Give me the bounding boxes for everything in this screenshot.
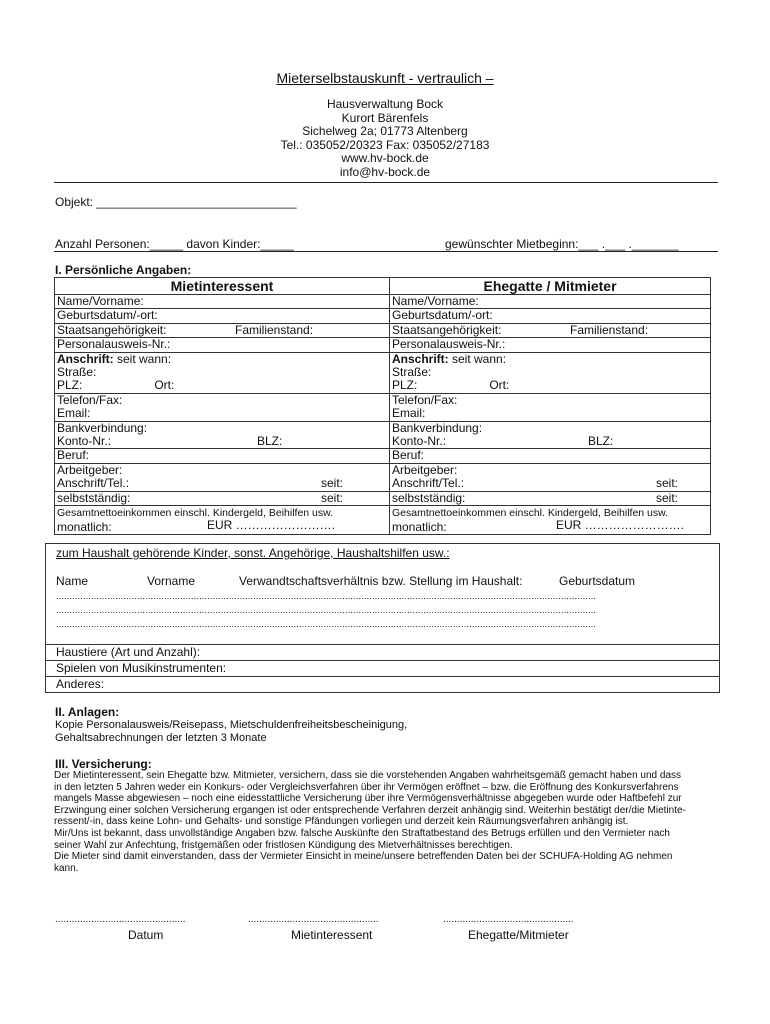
employer-since-label: seit:: [321, 476, 344, 491]
applicant-phone-field[interactable]: [55, 393, 390, 421]
konto-label: Konto-Nr.:: [57, 434, 112, 449]
tenant-signature-line[interactable]: ...............................................: [248, 914, 379, 925]
family-status-label: Familienstand:: [235, 323, 314, 337]
self-employed-label: selbstständig:: [392, 491, 466, 505]
plz-label: PLZ:: [392, 378, 418, 393]
persons-field[interactable]: Anzahl Personen:_____ davon Kinder:_____: [55, 237, 294, 251]
bank-label: Bankverbindung:: [57, 421, 148, 435]
spouse-birth-field[interactable]: Geburtsdatum/-ort:: [390, 309, 711, 323]
company-name: Hausverwaltung Bock: [326, 97, 444, 111]
eur-label: EUR …………………….: [207, 518, 336, 533]
applicant-address-field[interactable]: [55, 352, 390, 393]
self-since-label: seit:: [656, 491, 679, 505]
phone-label: Telefon/Fax:: [57, 393, 123, 407]
household-heading: zum Haushalt gehörende Kinder, sonst. Angehörige, Haushaltshilfen usw.:: [56, 546, 450, 560]
company-place: Kurort Bärenfels: [341, 110, 429, 125]
household-line-1[interactable]: ........................................................................................................................................................................................................: [56, 591, 597, 601]
tenant-label: Mietinteressent: [291, 928, 373, 942]
household-box: [45, 543, 720, 645]
spouse-phone-field[interactable]: [390, 393, 711, 421]
personal-data-table: [54, 277, 711, 535]
spouse-nationality-field[interactable]: [390, 323, 711, 337]
ort-label: Ort:: [489, 378, 510, 393]
pets-field[interactable]: [45, 644, 720, 661]
date-signature-line[interactable]: ...............................................: [55, 914, 186, 925]
col-applicant-header: Mietinteressent: [55, 278, 390, 295]
applicant-employer-field[interactable]: [55, 463, 390, 491]
address-since-label: seit wann:: [113, 352, 172, 366]
spouse-signature-line[interactable]: ...............................................: [443, 914, 574, 925]
date-label: Datum: [128, 928, 164, 942]
household-line-3[interactable]: ........................................................................................................................................................................................................: [56, 619, 597, 629]
applicant-name-field[interactable]: Name/Vorname:: [55, 295, 390, 309]
declaration-line: Erzwingung einer solchen Versicherung ergangen ist oder entsprechende Verfahren derzeit anhängig sind. Weiterhin bestätigt der/die Mietinte-: [54, 804, 686, 816]
eur-label: EUR …………………….: [556, 518, 685, 533]
applicant-bank-field[interactable]: [55, 421, 390, 449]
employer-since-label: seit:: [656, 476, 679, 491]
phone-label: Telefon/Fax:: [392, 393, 458, 407]
document-title: Mieterselbstauskunft - vertraulich –: [276, 70, 494, 86]
monthly-label: monatlich:: [392, 519, 447, 534]
move-in-date-field[interactable]: gewünschter Mietbeginn:___ .___ ._______: [445, 237, 679, 251]
applicant-nationality-field[interactable]: [55, 323, 390, 337]
self-since-label: seit:: [321, 491, 344, 505]
company-email: info@hv-bock.de: [339, 165, 431, 179]
company-street: Sichelweg 2a; 01773 Altenberg: [302, 124, 468, 139]
top-divider: [54, 251, 718, 252]
col-birthdate-label: Geburtsdatum: [559, 574, 636, 588]
declaration-line: mangels Masse abgewiesen – noch eine eidesstattliche Versicherung über ihre Vermögensverhältnisse abgegeben wurde oder Haftbefehl zur: [54, 793, 682, 805]
household-line-2[interactable]: ........................................................................................................................................................................................................: [56, 605, 597, 615]
col-name-label: Name: [56, 574, 89, 588]
declaration-line: in den letzten 5 Jahren weder ein Konkurs- oder Vergleichsverfahren über ihr Vermögen eröffnet – bzw. die Eröffnung des Konkursverfahrens: [54, 781, 679, 793]
declaration-line: kann.: [54, 862, 79, 874]
konto-label: Konto-Nr.:: [392, 434, 447, 449]
nationality-label: Staatsangehörigkeit:: [392, 323, 502, 337]
income-label: Gesamtnettoeinkommen einschl. Kindergeld, Beihilfen usw.: [392, 507, 669, 520]
spouse-job-field[interactable]: Beruf:: [390, 449, 711, 463]
spouse-id-field[interactable]: Personalausweis-Nr.:: [390, 338, 711, 352]
company-phone: Tel.: 035052/20323 Fax: 035052/27183: [280, 137, 490, 152]
blz-label: BLZ:: [588, 434, 614, 449]
objekt-field[interactable]: Objekt: ______________________________: [55, 195, 297, 209]
employer-address-label: Anschrift/Tel.:: [57, 476, 130, 491]
declaration-text: [54, 770, 714, 874]
spouse-name-field[interactable]: Name/Vorname:: [390, 295, 711, 309]
section2-heading: II. Anlagen:: [55, 705, 120, 719]
col-spouse-header: Ehegatte / Mitmieter: [390, 278, 711, 295]
applicant-self-employed-field[interactable]: [55, 491, 390, 505]
family-status-label: Familienstand:: [570, 323, 649, 337]
applicant-birth-field[interactable]: Geburtsdatum/-ort:: [55, 309, 390, 323]
other-label: Anderes:: [56, 677, 105, 691]
col-firstname-label: Vorname: [147, 574, 196, 588]
declaration-line: ressent/-in, dass keine Lohn- und Gehalts- und sonstige Pfändungen vorliegen und derzeit kein Räumungsverfahren anhängig ist.: [54, 816, 629, 828]
bank-label: Bankverbindung:: [392, 421, 483, 435]
attachments-line-2: Gehaltsabrechnungen der letzten 3 Monate: [55, 732, 267, 744]
address-since-label: seit wann:: [448, 352, 507, 366]
email-label: Email:: [57, 406, 91, 421]
street-label: Straße:: [392, 365, 432, 380]
col-relationship-label: Verwandtschaftsverhältnis bzw. Stellung im Haushalt:: [239, 574, 523, 588]
employer-address-label: Anschrift/Tel.:: [392, 476, 465, 491]
spouse-bank-field[interactable]: [390, 421, 711, 449]
company-web: www.hv-bock.de: [341, 151, 429, 166]
header-divider: [54, 182, 718, 183]
self-employed-label: selbstständig:: [57, 491, 131, 505]
address-label: Anschrift:: [57, 352, 114, 366]
attachments-line-1: Kopie Personalausweis/Reisepass, Mietschuldenfreiheitsbescheinigung,: [55, 719, 408, 731]
declaration-line: seiner Wahl zur Anfechtung, fristgemäßen oder fristlosen Kündigung des Mietverhältnisses berechtigen.: [54, 839, 513, 851]
declaration-line: Die Mieter sind damit einverstanden, dass der Vermieter Einsicht in meine/unsere betreffenden Daten bei der SCHUFA-Holding AG nehmen: [54, 851, 673, 863]
section1-heading: I. Persönliche Angaben:: [55, 263, 192, 277]
music-label: Spielen von Musikinstrumenten:: [56, 661, 227, 675]
spouse-income-field[interactable]: [390, 506, 711, 535]
spouse-address-field[interactable]: [390, 352, 711, 393]
applicant-job-field[interactable]: Beruf:: [55, 449, 390, 463]
section3-heading: III. Versicherung:: [55, 757, 152, 771]
spouse-self-employed-field[interactable]: [390, 491, 711, 505]
email-label: Email:: [392, 406, 426, 421]
blz-label: BLZ:: [257, 434, 283, 449]
spouse-employer-field[interactable]: [390, 463, 711, 491]
nationality-label: Staatsangehörigkeit:: [57, 323, 167, 337]
pets-label: Haustiere (Art und Anzahl):: [56, 645, 201, 659]
other-field[interactable]: [45, 676, 720, 693]
monthly-label: monatlich:: [57, 519, 112, 534]
employer-label: Arbeitgeber:: [57, 463, 123, 477]
address-label: Anschrift:: [392, 352, 449, 366]
music-field[interactable]: [45, 660, 720, 677]
income-label: Gesamtnettoeinkommen einschl. Kindergeld, Beihilfen usw.: [57, 507, 334, 520]
applicant-income-field[interactable]: [55, 506, 390, 535]
declaration-line: Der Mietinteressent, sein Ehegatte bzw. Mitmieter, versichern, dass sie die vorstehenden Angaben wahrheitsgemäß gemacht haben und dass: [54, 770, 682, 781]
declaration-line: Mir/Uns ist bekannt, dass unvollständige Angaben bzw. falsche Auskünfte den Straftatbestand des Betrugs erfüllen und den Vermieter nach: [54, 827, 670, 839]
applicant-id-field[interactable]: Personalausweis-Nr.:: [55, 338, 390, 352]
plz-label: PLZ:: [57, 378, 83, 393]
street-label: Straße:: [57, 365, 97, 380]
ort-label: Ort:: [154, 378, 175, 393]
spouse-label: Ehegatte/Mitmieter: [468, 928, 569, 942]
employer-label: Arbeitgeber:: [392, 463, 458, 477]
